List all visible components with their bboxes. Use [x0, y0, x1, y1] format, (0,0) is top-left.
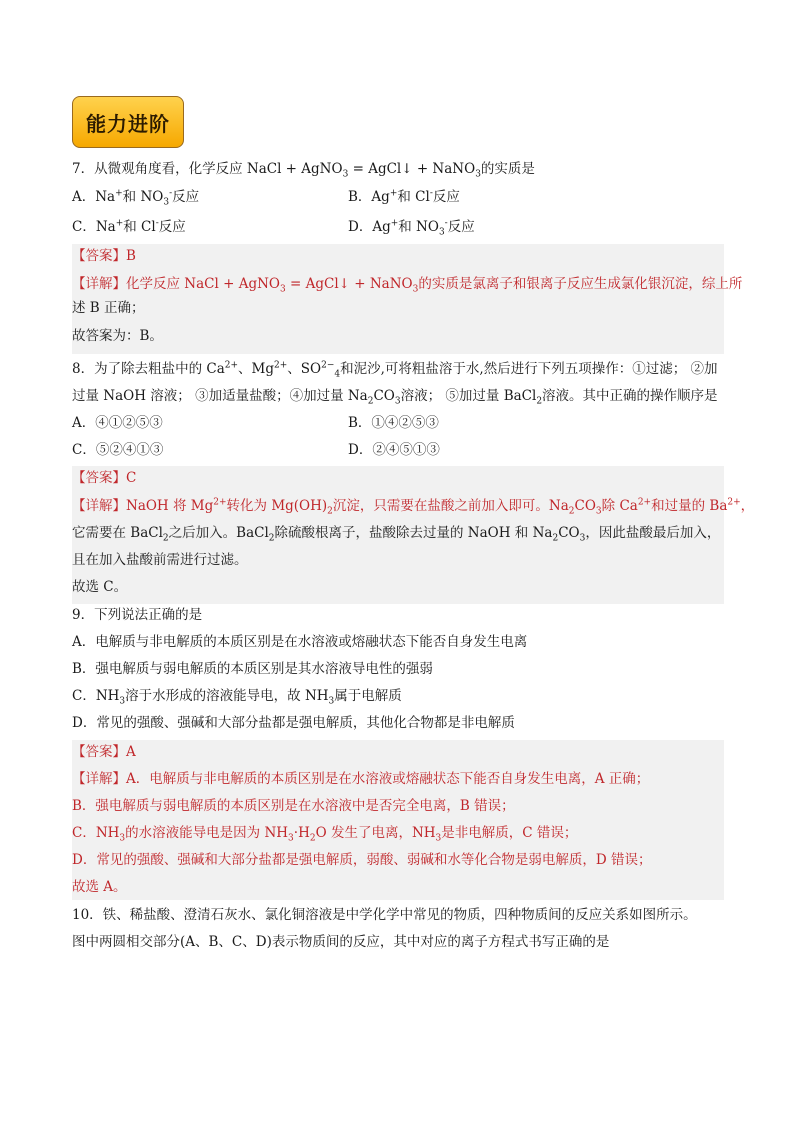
q10-stem-1: 10．铁、稀盐酸、澄清石灰水、氯化铜溶液是中学化学中常见的物质，四种物质间的反应关系如图所示。: [72, 907, 697, 923]
q7-answer-block: [72, 244, 743, 354]
q7-option-c: C．Na+和 Cl-反应: [72, 218, 186, 235]
q7-answer: 【答案】B: [72, 248, 136, 264]
q8-detail-1: 【详解】NaOH 将 $Mg^{2+}$转化为 $Mg(OH)_2$沉淀，只需要在盐酸之前加入即可。$Na_2CO_3$除 $Ca^{2+}$和过量的 $Ba^{2+}$，: [72, 497, 755, 517]
q8-conclusion: 故选 C。: [72, 579, 128, 595]
q8-stem-1: 8．为了除去粗盐中的 $Ca^{2+}$、$Mg^{2+}$、$SO^{2-}_4$和泥沙,可将粗盐溶于水,然后进行下列五项操作：①过滤； ②加: [72, 360, 718, 380]
q9-option-b: B．强电解质与弱电解质的本质区别是其水溶液导电性的强弱: [72, 661, 433, 677]
q9-detail-2: B．强电解质与弱电解质的本质区别是在水溶液中是否完全电离，B 错误；: [72, 798, 515, 814]
q8-stem-2: 过量 NaOH 溶液； ③加适量盐酸；④加过量 $Na_2CO_3$溶液； ⑤加过量 BaCl$_2$溶液。其中正确的操作顺序是: [72, 388, 718, 407]
q9-detail-4: D．常见的强酸、强碱和大部分盐都是强电解质，弱酸、弱碱和水等化合物是弱电解质，D 错误；: [72, 852, 652, 868]
q7-option-d: D．Ag+和 $NO_3^-$反应: [348, 218, 475, 238]
q7-option-b: B．Ag+和 Cl-反应: [348, 188, 460, 205]
q7-option-a: A．Na+和 $NO_3^-$反应: [72, 188, 200, 208]
section-title: 能力进阶: [86, 111, 170, 136]
q8-answer-block: [72, 466, 755, 604]
q8-detail-2: 它需要在 BaCl$_2$之后加入。BaCl$_2$除硫酸根离子，盐酸除去过量的 NaOH 和 $Na_2CO_3$，因此盐酸最后加入，: [72, 525, 721, 544]
q7-stem: 7．从微观角度看，化学反应 NaCl + AgNO$_3$ = AgCl↓ + NaNO$_3$的实质是: [72, 161, 535, 180]
q9-option-d: D．常见的强酸、强碱和大部分盐都是强电解质，其他化合物都是非电解质: [72, 715, 515, 731]
section-badge: [72, 96, 184, 148]
q10-stem-2: 图中两圆相交部分(A、B、C、D)表示物质间的反应，其中对应的离子方程式书写正确的是: [72, 934, 610, 950]
q9-conclusion: 故选 A。: [72, 879, 127, 895]
q9-option-a: A．电解质与非电解质的本质区别是在水溶液或熔融状态下能否自身发生电离: [72, 634, 528, 650]
q8-option-a: A．④①②⑤③: [72, 415, 163, 431]
q8-answer: 【答案】C: [72, 470, 137, 486]
q9-answer-block: [72, 740, 724, 900]
q7-detail: 【详解】化学反应 NaCl + AgNO$_3$ = AgCl↓ + NaNO$_3$的实质是氯离子和银离子反应生成氯化银沉淀，综上所: [72, 276, 743, 295]
q9-option-c: C．$NH_3$溶于水形成的溶液能导电，故 $NH_3$属于电解质: [72, 688, 402, 707]
q8-option-b: B．①④②⑤③: [348, 415, 439, 431]
q9-detail-3: C．$NH_3$的水溶液能导电是因为 $NH_3\cdot H_2O$ 发生了电离，$NH_3$是非电解质，C 错误；: [72, 825, 578, 844]
q8-detail-3: 且在加入盐酸前需进行过滤。: [72, 552, 248, 568]
q7-detail-cont: 述 B 正确；: [72, 300, 145, 316]
q9-answer: 【答案】A: [72, 744, 136, 760]
q9-detail-1: 【详解】A．电解质与非电解质的本质区别是在水溶液或熔融状态下能否自身发生电离，A 正确；: [72, 771, 650, 787]
q8-option-d: D．②④⑤①③: [348, 442, 440, 458]
q8-option-c: C．⑤②④①③: [72, 442, 164, 458]
q9-stem: 9．下列说法正确的是: [72, 607, 203, 623]
q7-conclusion: 故答案为：B。: [72, 328, 163, 344]
